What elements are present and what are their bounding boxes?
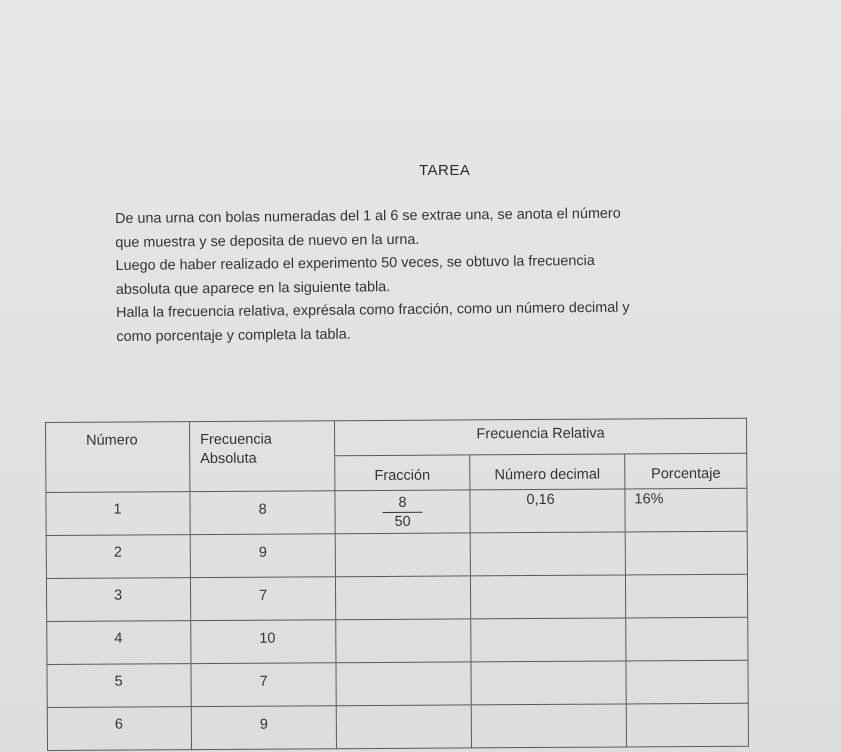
fraccion-cell[interactable] xyxy=(335,533,470,577)
fraction-numerator: 8 xyxy=(382,495,422,513)
header-numero: Número xyxy=(86,432,138,449)
row-numero: 5 xyxy=(114,673,123,690)
header-fraccion-cell xyxy=(335,455,470,491)
header-frecuencia-relativa: Frecuencia Relativa xyxy=(476,425,605,443)
porcentaje-cell[interactable] xyxy=(626,617,748,661)
fraccion-cell[interactable] xyxy=(335,576,470,620)
frequency-table xyxy=(45,418,749,751)
header-fraccion: Fracción xyxy=(374,467,431,484)
table-row xyxy=(46,574,747,621)
fraccion-cell[interactable] xyxy=(336,662,471,706)
decimal-cell[interactable] xyxy=(471,618,626,662)
instructions-paragraph xyxy=(115,201,796,350)
porcentaje-cell[interactable] xyxy=(625,531,747,575)
fraccion-cell[interactable] xyxy=(336,619,471,663)
fraccion-cell[interactable] xyxy=(336,705,471,749)
instructions-line: que muestra y se deposita de nuevo en la urna. xyxy=(115,231,420,251)
decimal-cell[interactable] xyxy=(471,704,626,748)
fraccion-cell[interactable] xyxy=(335,490,470,534)
porcentaje-cell[interactable] xyxy=(626,660,748,704)
header-frecuencia-absoluta-cell xyxy=(190,421,335,492)
header-porcentaje: Porcentaje xyxy=(651,465,721,483)
instructions-line: Luego de haber realizado el experimento 50 veces, se obtuvo la frecuencia xyxy=(115,253,595,275)
porcentaje-cell[interactable] xyxy=(626,703,748,747)
row-frecuencia: 10 xyxy=(259,630,276,647)
header-frecuencia-absoluta-line2: Absoluta xyxy=(200,450,257,468)
row-decimal: 0,16 xyxy=(526,491,555,509)
row-frecuencia: 9 xyxy=(258,544,267,561)
header-frecuencia-relativa-cell xyxy=(334,418,746,456)
table-row xyxy=(46,488,747,535)
table-row xyxy=(47,703,748,750)
fraction xyxy=(382,495,422,532)
row-frecuencia: 7 xyxy=(259,673,268,690)
page-title: TAREA xyxy=(419,162,471,179)
row-porcentaje: 16% xyxy=(634,491,664,508)
decimal-cell[interactable] xyxy=(471,661,626,705)
row-frecuencia: 8 xyxy=(258,501,267,518)
row-frecuencia: 9 xyxy=(259,716,268,733)
decimal-cell[interactable] xyxy=(470,489,625,533)
porcentaje-cell[interactable] xyxy=(625,574,747,618)
row-frecuencia: 7 xyxy=(259,587,268,604)
header-frecuencia-absoluta xyxy=(190,421,334,469)
fraction-denominator: 50 xyxy=(394,513,411,530)
decimal-cell[interactable] xyxy=(470,532,625,576)
instructions-line: absoluta que aparece en la siguiente tabla. xyxy=(115,278,391,298)
instructions-line: Halla la frecuencia relativa, exprésala como fracción, como un número decimal y xyxy=(116,299,630,322)
row-numero: 2 xyxy=(113,544,122,561)
decimal-cell[interactable] xyxy=(470,575,625,619)
table-row xyxy=(47,660,748,707)
header-numero-decimal: Número decimal xyxy=(494,466,601,484)
table-row xyxy=(47,617,748,664)
porcentaje-cell[interactable] xyxy=(625,488,747,532)
instructions-line: De una urna con bolas numeradas del 1 al 6 se extrae una, se anota el número xyxy=(115,205,621,227)
header-porcentaje-cell xyxy=(625,453,747,489)
row-numero: 3 xyxy=(114,587,123,604)
header-numero-cell xyxy=(46,422,190,493)
row-numero: 4 xyxy=(114,630,123,647)
row-numero: 1 xyxy=(113,501,122,518)
instructions-line: como porcentaje y completa la tabla. xyxy=(116,326,351,345)
header-numero-decimal-cell xyxy=(470,454,625,490)
header-frecuencia-absoluta-line1: Frecuencia xyxy=(200,431,272,449)
table-row xyxy=(46,531,747,578)
row-numero: 6 xyxy=(114,716,123,733)
